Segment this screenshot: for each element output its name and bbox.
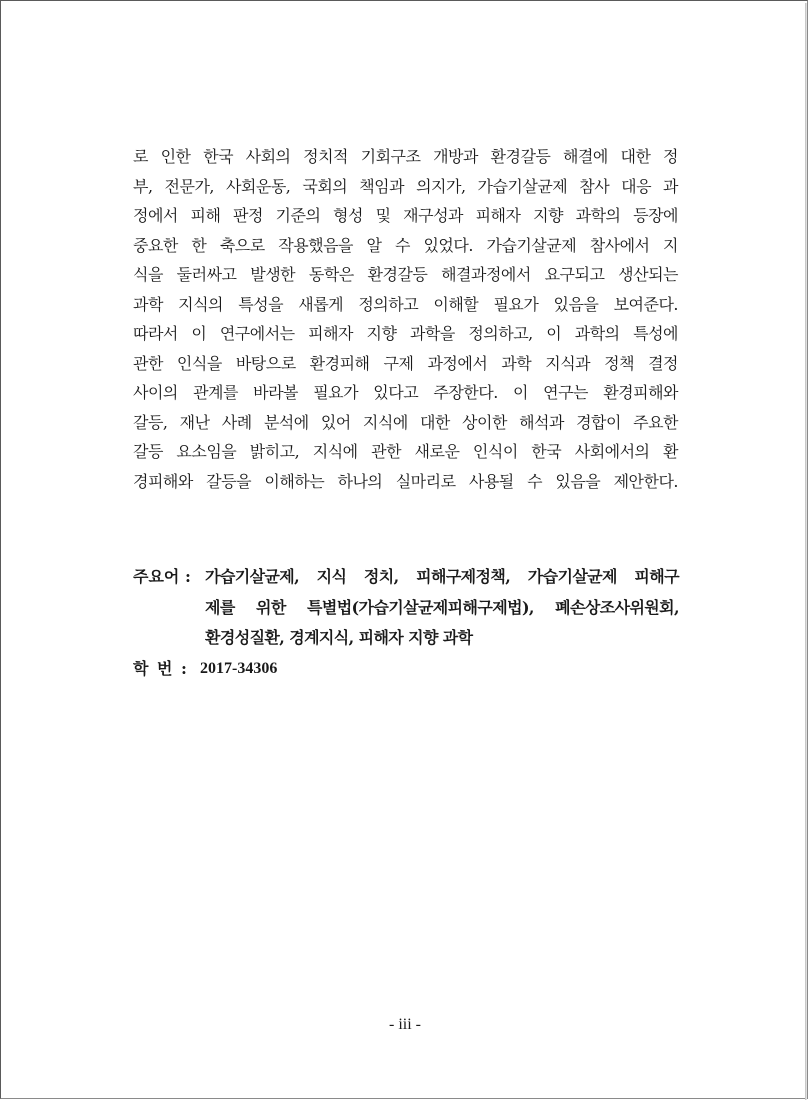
page-number: - iii - <box>389 1016 421 1033</box>
keywords-line: 제를 위한 특별법(가습기살균제피해구제법), 폐손상조사위원회, <box>205 597 679 617</box>
abstract-line: 부, 전문가, 사회운동, 국회의 책임과 의지가, 가습기살균제 참사 대응 과 <box>133 176 678 196</box>
abstract-line: 따라서 이 연구에서는 피해자 지향 과학을 정의하고, 이 과학의 특성에 <box>133 324 678 343</box>
abstract-line: 갈등 요소임을 밝히고, 지식에 관한 새로운 인식이 한국 사회에서의 환 <box>133 442 678 461</box>
abstract-line: 경피해와 갈등을 이해하는 하나의 실마리로 사용될 수 있음을 제안한다. <box>133 471 678 491</box>
abstract-line: 정에서 피해 판정 기준의 형성 및 재구성과 피해자 지향 과학의 등장에 <box>133 206 678 225</box>
abstract-line: 과학 지식의 특성을 새롭게 정의하고 이해할 필요가 있음을 보여준다. <box>133 294 678 314</box>
student-id-label: 학 번 : <box>133 658 187 678</box>
keywords-line: 가습기살균제, 지식 정치, 피해구제정책, 가습기살균제 피해구 <box>205 567 679 586</box>
abstract-line: 중요한 한 축으로 작용했음을 알 수 있었다. 가습기살균제 참사에서 지 <box>133 235 678 255</box>
keywords-text <box>205 562 679 654</box>
abstract-line: 사이의 관계를 바라볼 필요가 있다고 주장한다. 이 연구는 환경피해와 <box>133 383 678 402</box>
abstract-line: 갈등, 재난 사례 분석에 있어 지식에 대한 상이한 해석과 경합이 주요한 <box>133 412 678 432</box>
keywords-block <box>133 562 679 684</box>
student-id-value: 2017-34306 <box>200 659 278 677</box>
abstract-line: 로 인한 한국 사회의 정치적 기회구조 개방과 환경갈등 해결에 대한 정 <box>133 147 678 166</box>
keywords-row <box>133 562 679 654</box>
page-edge-shadow <box>805 3 807 1100</box>
keywords-label: 주요어 : <box>133 567 191 586</box>
student-id-row <box>133 654 679 685</box>
keywords-line: 환경성질환, 경계지식, 피해자 지향 과학 <box>205 628 473 647</box>
abstract-paragraph <box>133 142 678 496</box>
abstract-line: 관한 인식을 바탕으로 환경피해 구제 과정에서 과학 지식과 정책 결정 <box>133 353 678 373</box>
abstract-line: 식을 둘러싸고 발생한 동학은 환경갈등 해결과정에서 요구되고 생산되는 <box>133 265 678 284</box>
